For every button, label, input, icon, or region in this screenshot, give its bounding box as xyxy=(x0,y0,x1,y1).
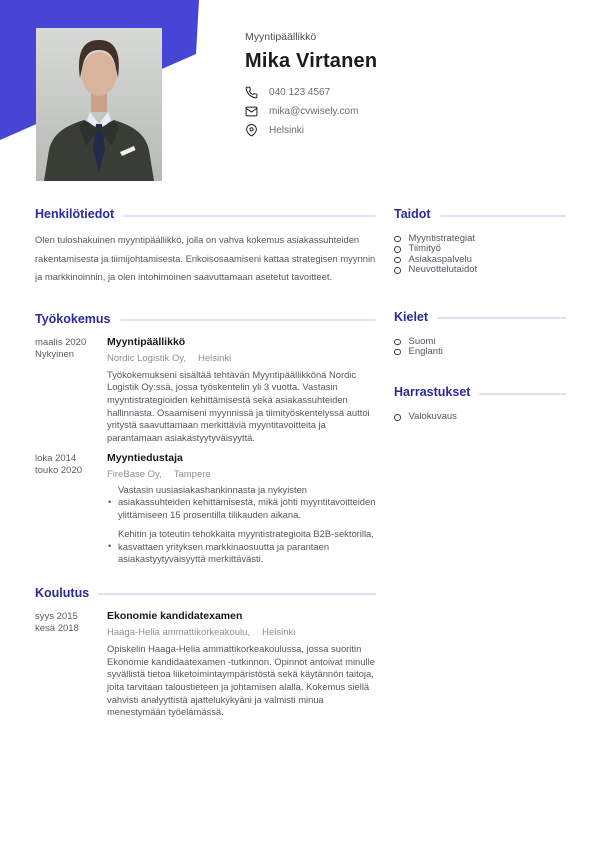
profile-photo xyxy=(36,28,162,181)
entry-date-range xyxy=(35,336,107,445)
entry-description: Työkokemukseni sisältää tehtävän Myyntipäällikkönä Nordic Logistik Oy:ssä, jossa työskentelin yli 3 vuotta. Vastasin myyntistrategioiden kehittämisestä sekä asiakassuhteiden hallinnasta. Osaamiseni myynnissä ja tiimityöskentelyssä auttoi yritystä saavuttamaan merkittäviä myyntitavoitteita ja parantamaan asiakastyytyväisyyttä. xyxy=(107,368,370,444)
circle-bullet-icon xyxy=(394,236,401,243)
section-profile xyxy=(35,207,376,287)
entry-company-row xyxy=(107,353,376,365)
entry-date-to: Nykyinen xyxy=(35,349,75,360)
entry-date-to: touko 2020 xyxy=(35,465,83,477)
hobby-label: Valokuvaus xyxy=(408,411,457,423)
section-divider xyxy=(120,319,377,321)
education-entry xyxy=(35,610,376,719)
contact-list xyxy=(245,83,377,140)
entry-body xyxy=(107,452,376,566)
experience-entries xyxy=(35,336,376,566)
circle-bullet-icon xyxy=(394,267,401,274)
skill-label: Neuvottelutaidot xyxy=(408,264,478,276)
entry-body xyxy=(107,610,376,719)
language-label: Englanti xyxy=(408,345,443,357)
entry-date-from: syys 2015 xyxy=(35,610,78,622)
entry-date-from: loka 2014 xyxy=(35,452,77,464)
entry-school-row xyxy=(107,627,376,639)
section-divider xyxy=(123,215,376,217)
section-divider xyxy=(437,317,566,319)
section-heading xyxy=(35,312,376,327)
entry-school: Haaga-Helia ammattikorkeakoulu, xyxy=(107,626,251,638)
section-heading xyxy=(394,385,566,400)
skill-label: Myyntistrategiat xyxy=(408,233,476,244)
circle-bullet-icon xyxy=(394,257,401,264)
contact-row-email xyxy=(245,102,377,121)
email-address: mika@cvwisely.com xyxy=(269,106,359,117)
contact-row-location xyxy=(245,121,377,140)
person-name: Mika Virtanen xyxy=(245,50,378,72)
contact-row-phone xyxy=(245,83,377,102)
side-column xyxy=(394,207,566,423)
entry-company-row xyxy=(107,469,376,481)
section-hobbies xyxy=(394,385,566,422)
entry-description: Opiskelin Haaga-Helia ammattikorkeakoulussa, jossa suoritin Ekonomie kandidaatexamen -tutkinnon. Opinnot antoivat minulle syvällistä tietoa liiketoimintaympäristöstä sekä käytännön taitoja, joita tarvitaan taloustieteen ja johtamisen alalla. Kokemus siellä vahvisti analyyttistä ajattelukykyäni ja valmisti minua menestymään työelämässä. xyxy=(107,642,375,718)
section-title: Kielet xyxy=(394,309,429,324)
job-title: Myyntipäällikkö xyxy=(245,31,317,43)
experience-entry xyxy=(35,336,376,445)
section-divider xyxy=(440,215,566,217)
section-divider xyxy=(479,393,566,395)
hobbies-list xyxy=(394,412,566,422)
skill-label: Tiimityö xyxy=(408,243,441,255)
entry-location: Helsinki xyxy=(198,352,232,364)
section-languages xyxy=(394,310,566,358)
section-heading xyxy=(394,310,566,325)
entry-date-range xyxy=(35,452,107,566)
portrait-illustration xyxy=(36,28,162,181)
entry-body xyxy=(107,336,376,445)
skill-item xyxy=(394,265,566,275)
location-pin-icon xyxy=(245,124,258,137)
education-entries xyxy=(35,610,376,719)
bullet-list xyxy=(107,484,376,566)
mail-icon xyxy=(245,105,258,118)
bullet-item: • Vastasin uusiasiakashankinnasta ja nykyisten asiakassuhteiden kehittämisestä, mikä johti myyntitavoitteiden ylittämiseen 15 prosentilla tilikauden aikana. xyxy=(107,484,376,522)
entry-degree: Ekonomie kandidatexamen xyxy=(107,609,243,622)
language-label: Suomi xyxy=(408,335,436,347)
skills-list xyxy=(394,234,566,276)
section-heading xyxy=(394,207,566,222)
section-education xyxy=(35,586,376,719)
section-title: Harrastukset xyxy=(394,385,471,400)
section-heading xyxy=(35,207,376,222)
bullet-item: • Kehitin ja toteutin tehokkaita myyntistrategioita B2B-sektorilla, kasvattaen yrityksen markkinaosuutta ja parantaen asiakastyytyväisyyttä merkittävästi. xyxy=(107,528,376,566)
header xyxy=(245,31,377,140)
main-column xyxy=(35,207,376,726)
section-title: Taidot xyxy=(394,207,431,221)
entry-company: FireBase Oy, xyxy=(107,468,162,480)
skill-label: Asiakaspalvelu xyxy=(408,253,472,265)
entry-role: Myyntipäällikkö xyxy=(107,335,186,348)
entry-location: Tampere xyxy=(173,468,211,480)
entry-role: Myyntiedustaja xyxy=(107,451,183,464)
section-title: Henkilötiedot xyxy=(35,207,115,221)
experience-entry xyxy=(35,452,376,566)
phone-number: 040 123 4567 xyxy=(269,87,331,98)
section-title: Työkokemus xyxy=(35,311,111,326)
languages-list xyxy=(394,337,566,358)
circle-bullet-icon xyxy=(394,349,401,356)
profile-summary-text: Olen tuloshakuinen myyntipäällikkö, jolla on vahva kokemus asiakassuhteiden rakentamisesta ja tiimijohtamisesta. Erikoisosaamiseni kattaa strategisen myynnin ja markkinoinnin, ja olen intohimoinen saavuttamaan asetetut tavoitteet. xyxy=(35,234,376,282)
hobby-item xyxy=(394,412,566,422)
entry-company: Nordic Logistik Oy, xyxy=(107,352,187,364)
circle-bullet-icon xyxy=(394,339,401,346)
entry-location: Helsinki xyxy=(262,626,296,638)
circle-bullet-icon xyxy=(394,246,401,253)
phone-icon xyxy=(245,86,258,99)
entry-date-range xyxy=(35,610,107,719)
section-skills xyxy=(394,207,566,276)
entry-date-to: kesä 2018 xyxy=(35,623,79,635)
circle-bullet-icon xyxy=(394,414,401,421)
entry-date-from: maalis 2020 xyxy=(35,336,87,348)
section-title: Koulutus xyxy=(35,585,90,600)
language-item xyxy=(394,347,566,357)
location-text: Helsinki xyxy=(269,125,305,136)
section-divider xyxy=(98,593,376,595)
section-heading xyxy=(35,586,376,601)
section-experience xyxy=(35,312,376,566)
